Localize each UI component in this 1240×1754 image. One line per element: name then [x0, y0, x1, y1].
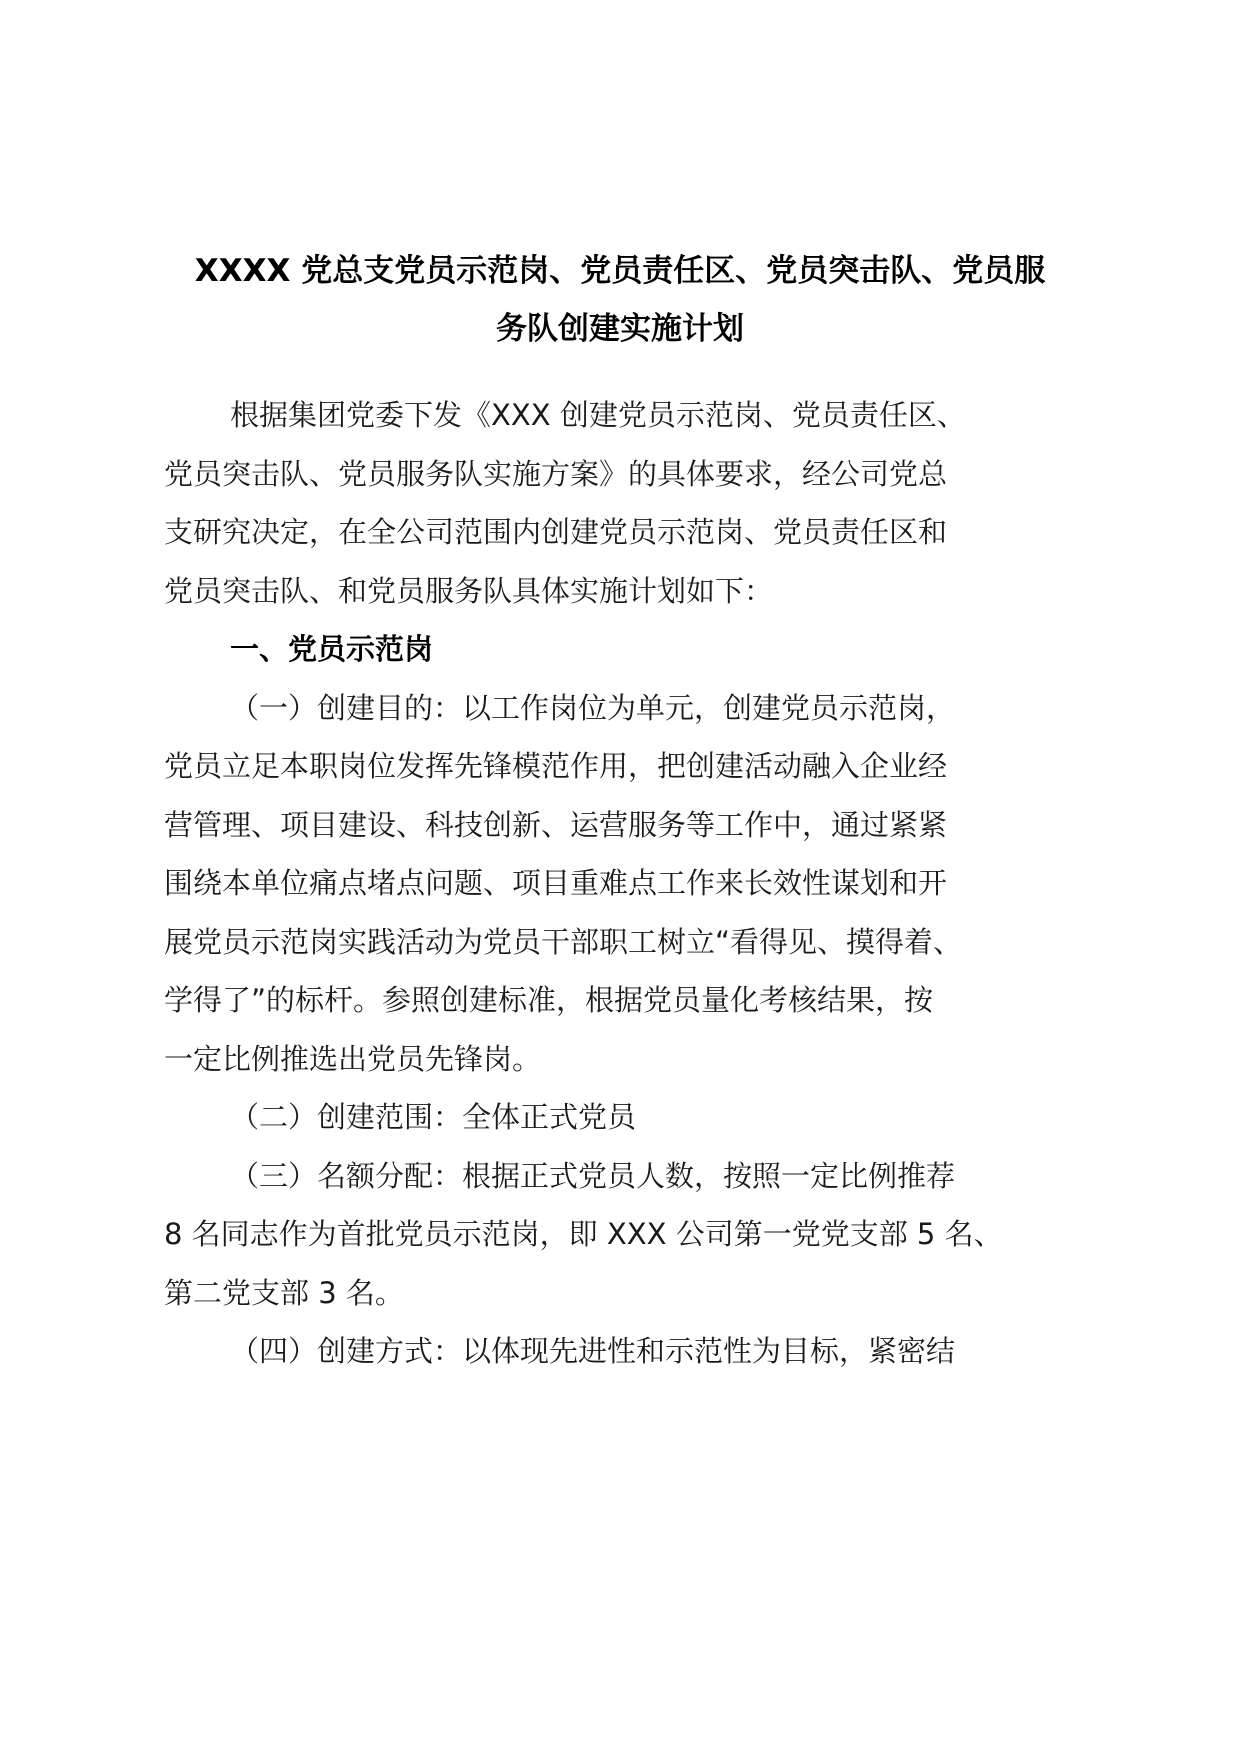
- item-1-line-3: 营管理、项目建设、科技创新、运营服务等工作中，通过紧紧: [164, 807, 948, 842]
- document-body: [164, 386, 1084, 1381]
- item-1-line-2: 党员立足本职岗位发挥先锋模范作用，把创建活动融入企业经: [164, 749, 948, 783]
- title-line-2: 务队创建实施计划: [496, 311, 744, 347]
- item-2-line-1: （二）创建范围：全体正式党员: [230, 1100, 637, 1134]
- item-1-line-5: 展党员示范岗实践活动为党员干部职工树立“看得见、摸得着、: [164, 924, 963, 959]
- item-1-line-7: 一定比例推选出党员先锋岗。: [164, 1041, 542, 1076]
- item-1-line-6: 学得了”的标杆。参照创建标准，根据党员量化考核结果，按: [164, 983, 934, 1017]
- title-line-1: XXXX 党总支党员示范岗、党员责任区、党员突击队、党员服: [194, 253, 1046, 289]
- item-3-line-1: （三）名额分配：根据正式党员人数，按照一定比例推荐: [230, 1158, 956, 1193]
- item-4-line-1: （四）创建方式：以体现先进性和示范性为目标，紧密结: [230, 1334, 956, 1368]
- item-1-line-4: 围绕本单位痛点堵点问题、项目重难点工作来长效性谋划和开: [164, 866, 948, 900]
- section-1-heading: 一、党员示范岗: [230, 632, 434, 666]
- intro-line-4: 党员突击队、和党员服务队具体实施计划如下：: [164, 573, 774, 608]
- document-title: [150, 242, 1090, 358]
- item-3-line-3: 第二党支部 3 名。: [164, 1275, 404, 1310]
- intro-line-3: 支研究决定，在全公司范围内创建党员示范岗、党员责任区和: [164, 515, 948, 549]
- intro-line-2: 党员突击队、党员服务队实施方案》的具体要求，经公司党总: [164, 456, 948, 491]
- item-1-line-1: （一）创建目的：以工作岗位为单元，创建党员示范岗，: [230, 690, 956, 725]
- item-3-line-2: 8 名同志作为首批党员示范岗，即 XXX 公司第一党党支部 5 名、: [164, 1217, 1003, 1251]
- intro-line-1: 根据集团党委下发《XXX 创建党员示范岗、党员责任区、: [230, 398, 966, 432]
